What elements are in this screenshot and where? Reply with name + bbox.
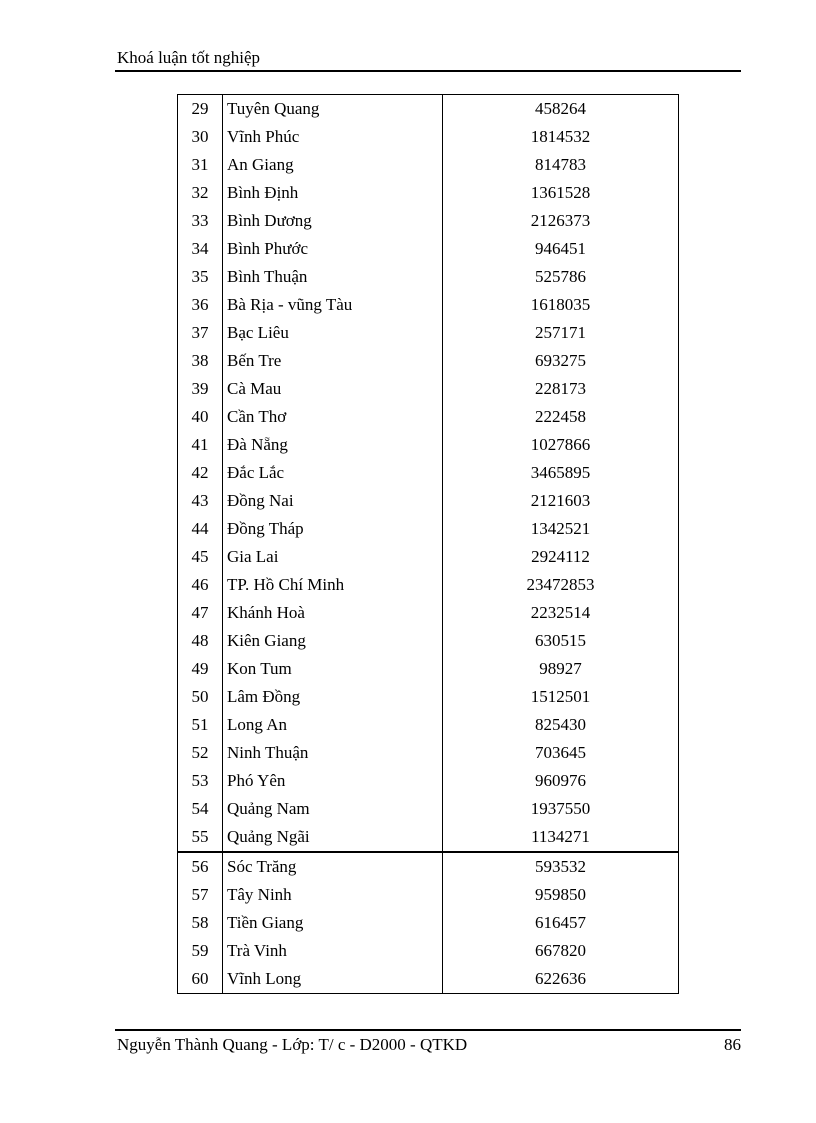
province-name-cell: Long An [223,711,443,739]
province-name-cell: Bình Phước [223,235,443,263]
table-row [178,487,679,515]
table-row [178,683,679,711]
row-number-cell: 53 [178,767,223,795]
value-cell: 1361528 [443,179,679,207]
row-number-cell: 37 [178,319,223,347]
province-name-cell: Tuyên Quang [223,95,443,124]
table-row [178,291,679,319]
value-cell: 825430 [443,711,679,739]
row-number-cell: 49 [178,655,223,683]
province-name-cell: Tiền Giang [223,909,443,937]
province-name-cell: Bến Tre [223,347,443,375]
row-number-cell: 47 [178,599,223,627]
province-name-cell: An Giang [223,151,443,179]
province-name-cell: Vĩnh Phúc [223,123,443,151]
value-cell: 814783 [443,151,679,179]
province-name-cell: Kiên Giang [223,627,443,655]
value-cell: 257171 [443,319,679,347]
value-cell: 1512501 [443,683,679,711]
row-number-cell: 60 [178,965,223,994]
table-row [178,123,679,151]
value-cell: 616457 [443,909,679,937]
footer-author-line: Nguyễn Thành Quang - Lớp: T/ c - D2000 - QTKD [117,1035,468,1054]
row-number-cell: 30 [178,123,223,151]
province-name-cell: TP. Hồ Chí Minh [223,571,443,599]
table-row [178,459,679,487]
value-cell: 1134271 [443,823,679,852]
table-row [178,263,679,291]
table-row [178,207,679,235]
row-number-cell: 31 [178,151,223,179]
table-body [178,95,679,994]
table-row [178,795,679,823]
table-row [178,515,679,543]
province-name-cell: Tây Ninh [223,881,443,909]
province-name-cell: Vĩnh Long [223,965,443,994]
province-name-cell: Lâm Đồng [223,683,443,711]
value-cell: 2126373 [443,207,679,235]
value-cell: 98927 [443,655,679,683]
value-cell: 703645 [443,739,679,767]
province-name-cell: Bà Rịa - vũng Tàu [223,291,443,319]
row-number-cell: 40 [178,403,223,431]
table-row [178,151,679,179]
table-row [178,739,679,767]
table-row [178,965,679,994]
row-number-cell: 52 [178,739,223,767]
row-number-cell: 33 [178,207,223,235]
province-name-cell: Bạc Liêu [223,319,443,347]
page-number: 86 [724,1035,741,1054]
row-number-cell: 59 [178,937,223,965]
table-row [178,179,679,207]
value-cell: 1814532 [443,123,679,151]
table-row [178,852,679,881]
row-number-cell: 57 [178,881,223,909]
value-cell: 2232514 [443,599,679,627]
row-number-cell: 41 [178,431,223,459]
row-number-cell: 39 [178,375,223,403]
page-header-title: Khoá luận tốt nghiệp [117,48,261,67]
row-number-cell: 34 [178,235,223,263]
value-cell: 959850 [443,881,679,909]
province-name-cell: Gia Lai [223,543,443,571]
value-cell: 222458 [443,403,679,431]
province-data-table-container [177,94,678,994]
value-cell: 1937550 [443,795,679,823]
value-cell: 960976 [443,767,679,795]
table-row [178,431,679,459]
table-row [178,711,679,739]
value-cell: 525786 [443,263,679,291]
province-name-cell: Đồng Nai [223,487,443,515]
table-row [178,599,679,627]
row-number-cell: 56 [178,852,223,881]
value-cell: 228173 [443,375,679,403]
table-row [178,319,679,347]
value-cell: 593532 [443,852,679,881]
table-row [178,235,679,263]
value-cell: 1027866 [443,431,679,459]
table-row [178,655,679,683]
row-number-cell: 48 [178,627,223,655]
province-name-cell: Bình Thuận [223,263,443,291]
value-cell: 946451 [443,235,679,263]
province-name-cell: Đồng Tháp [223,515,443,543]
province-data-table [177,94,679,994]
value-cell: 622636 [443,965,679,994]
row-number-cell: 45 [178,543,223,571]
province-name-cell: Cần Thơ [223,403,443,431]
province-name-cell: Quảng Ngãi [223,823,443,852]
value-cell: 23472853 [443,571,679,599]
row-number-cell: 42 [178,459,223,487]
value-cell: 630515 [443,627,679,655]
province-name-cell: Đắc Lắc [223,459,443,487]
table-row [178,403,679,431]
table-row [178,937,679,965]
province-name-cell: Kon Tum [223,655,443,683]
row-number-cell: 51 [178,711,223,739]
value-cell: 2121603 [443,487,679,515]
row-number-cell: 55 [178,823,223,852]
footer-divider [115,1029,741,1031]
header-divider [115,70,741,72]
value-cell: 3465895 [443,459,679,487]
province-name-cell: Bình Dương [223,207,443,235]
table-row [178,375,679,403]
row-number-cell: 50 [178,683,223,711]
row-number-cell: 32 [178,179,223,207]
table-row [178,881,679,909]
province-name-cell: Phó Yên [223,767,443,795]
table-row [178,823,679,852]
table-row [178,627,679,655]
row-number-cell: 43 [178,487,223,515]
province-name-cell: Khánh Hoà [223,599,443,627]
province-name-cell: Sóc Trăng [223,852,443,881]
row-number-cell: 54 [178,795,223,823]
row-number-cell: 44 [178,515,223,543]
table-row [178,767,679,795]
value-cell: 458264 [443,95,679,124]
table-row [178,95,679,124]
province-name-cell: Cà Mau [223,375,443,403]
table-row [178,347,679,375]
province-name-cell: Trà Vinh [223,937,443,965]
value-cell: 693275 [443,347,679,375]
row-number-cell: 29 [178,95,223,124]
row-number-cell: 35 [178,263,223,291]
province-name-cell: Ninh Thuận [223,739,443,767]
province-name-cell: Đà Nẵng [223,431,443,459]
table-row [178,543,679,571]
row-number-cell: 36 [178,291,223,319]
value-cell: 1342521 [443,515,679,543]
row-number-cell: 38 [178,347,223,375]
province-name-cell: Quảng Nam [223,795,443,823]
table-row [178,571,679,599]
value-cell: 2924112 [443,543,679,571]
table-row [178,909,679,937]
row-number-cell: 46 [178,571,223,599]
value-cell: 667820 [443,937,679,965]
row-number-cell: 58 [178,909,223,937]
province-name-cell: Bình Định [223,179,443,207]
value-cell: 1618035 [443,291,679,319]
